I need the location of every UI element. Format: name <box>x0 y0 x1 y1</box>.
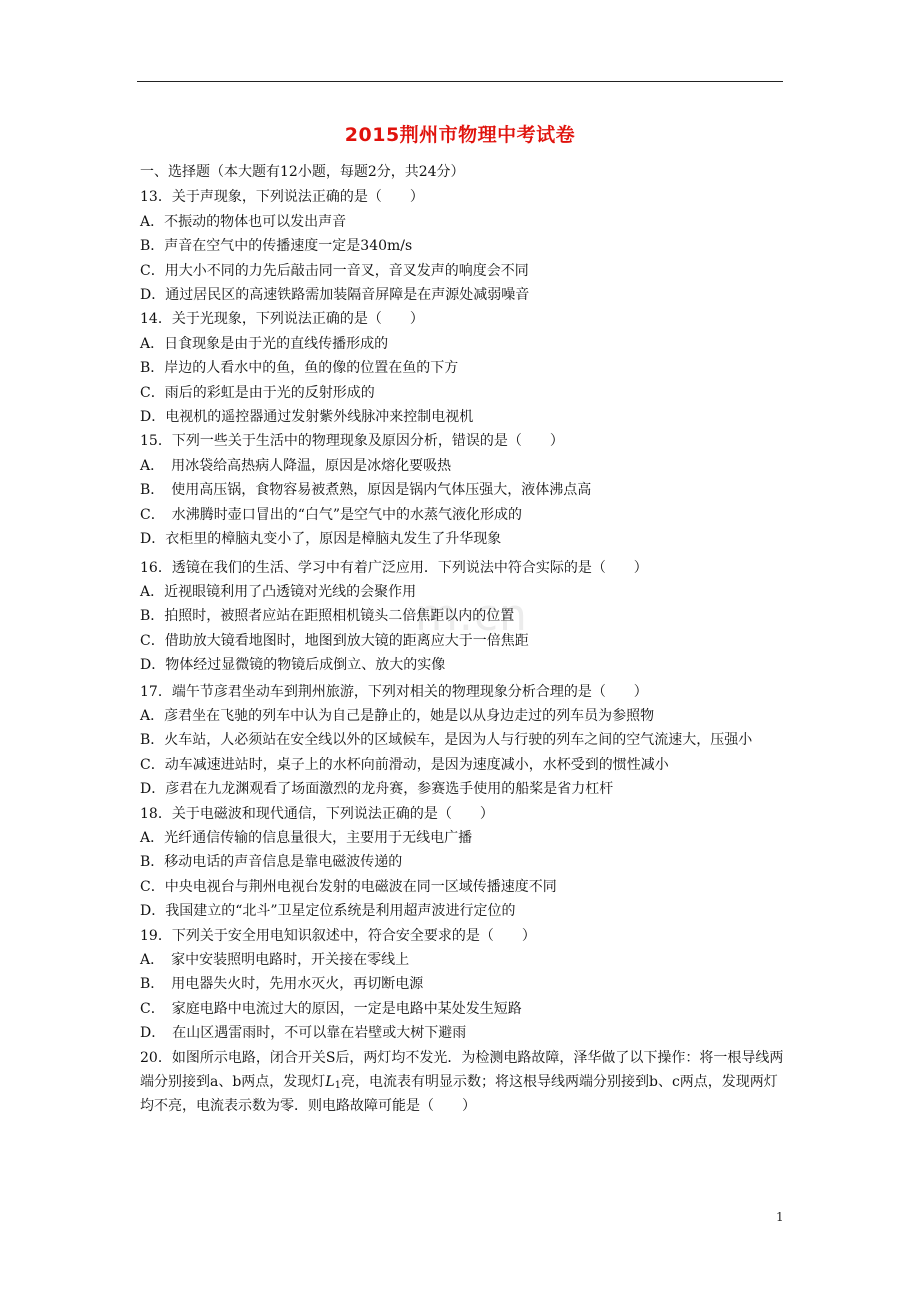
option-a: A．不振动的物体也可以发出声音 <box>140 213 347 230</box>
option-b: B．火车站，人必须站在安全线以外的区域候车，是因为人与行驶的列车之间的空气流速大，压强小 <box>140 732 753 749</box>
option-a: A．光纤通信传输的信息量很大，主要用于无线电广播 <box>140 829 473 846</box>
option-c: C．雨后的彩虹是由于光的反射形成的 <box>140 384 375 401</box>
watermark: m.cn <box>415 590 528 641</box>
page-title: 2015荆州市物理中考试卷 <box>344 124 576 146</box>
option-d: D．彦君在九龙渊观看了场面激烈的龙舟赛，参赛选手使用的船桨是省力杠杆 <box>140 781 614 798</box>
option-d: D． 在山区遇雷雨时，不可以靠在岩壁或大树下避雨 <box>140 1025 467 1042</box>
option-a: A．近视眼镜利用了凸透镜对光线的会聚作用 <box>140 583 417 600</box>
question-stem: 17．端午节彦君坐动车到荆州旅游，下列对相关的物理现象分析合理的是（ ） <box>140 683 648 700</box>
question-stem: 18．关于电磁波和现代通信，下列说法正确的是（ ） <box>140 805 494 822</box>
question-16 <box>140 556 788 678</box>
question-stem: 15．下列一些关于生活中的物理现象及原因分析，错误的是（ ） <box>140 433 564 450</box>
option-b: B．移动电话的声音信息是靠电磁波传递的 <box>140 854 403 871</box>
lamp-symbol: L <box>325 1074 335 1091</box>
question-stem: 19．下列关于安全用电知识叙述中，符合安全要求的是（ ） <box>140 927 536 944</box>
question-stem <box>140 1046 788 1119</box>
option-c: C．动车减速进站时，桌子上的水杯向前滑动，是因为速度减小，水杯受到的惯性减小 <box>140 756 669 773</box>
question-15 <box>140 429 788 551</box>
exam-body <box>140 160 788 1119</box>
option-b: B． 用电器失火时，先用水灭火，再切断电源 <box>140 976 424 993</box>
option-c: C．用大小不同的力先后敲击同一音叉，音叉发声的响度会不同 <box>140 262 529 279</box>
option-a: A． 用冰袋给高热病人降温，原因是冰熔化要吸热 <box>140 457 452 474</box>
option-d: D．衣柜里的樟脑丸变小了，原因是樟脑丸发生了升华现象 <box>140 531 502 548</box>
option-a: A．彦君坐在飞驰的列车中认为自己是静止的，她是以从身边走过的列车员为参照物 <box>140 707 655 724</box>
option-d: D．物体经过显微镜的物镜后成倒立、放大的实像 <box>140 657 446 674</box>
q20-text-part2: 亮，电流表有明显示数；将这根导线两端分别接到b、c两点，发现两灯均不亮，电流表示数为零．则电路故障可能是（ ） <box>140 1074 778 1115</box>
question-14 <box>140 307 788 429</box>
option-d: D．通过居民区的高速铁路需加装隔音屏障是在声源处减弱噪音 <box>140 287 530 304</box>
option-b: B． 使用高压锅，食物容易被煮熟，原因是锅内气体压强大，液体沸点高 <box>140 482 592 499</box>
option-c: C．中央电视台与荆州电视台发射的电磁波在同一区域传播速度不同 <box>140 878 557 895</box>
question-17 <box>140 680 788 802</box>
option-a: A． 家中安装照明电路时，开关接在零线上 <box>140 952 410 968</box>
header-rule <box>137 81 783 82</box>
q20-text-part1: 20．如图所示电路，闭合开关S后，两灯均不发光．为检测电路故障，泽华做了以下操作：将一根导线两端分别接到a、b两点，发现灯 <box>140 1049 784 1091</box>
question-stem: 16．透镜在我们的生活、学习中有着广泛应用．下列说法中符合实际的是（ ） <box>140 559 648 576</box>
question-20 <box>140 1046 788 1119</box>
question-18 <box>140 802 788 924</box>
section-header: 一、选择题（本大题有12小题，每题2分，共24分） <box>140 164 465 180</box>
question-stem: 14．关于光现象，下列说法正确的是（ ） <box>140 311 424 328</box>
option-b: B．拍照时，被照者应站在距照相机镜头二倍焦距以内的位置 <box>140 608 515 625</box>
option-c: C． 家庭电路中电流过大的原因，一定是电路中某处发生短路 <box>140 1000 522 1017</box>
option-d: D．电视机的遥控器通过发射紫外线脉冲来控制电视机 <box>140 409 474 426</box>
lamp-subscript: 1 <box>334 1080 341 1092</box>
option-c: C． 水沸腾时壶口冒出的“白气”是空气中的水蒸气液化形成的 <box>140 506 523 523</box>
option-b: B．声音在空气中的传播速度一定是340m/s <box>140 238 413 255</box>
question-13 <box>140 185 788 307</box>
question-stem: 13．关于声现象，下列说法正确的是（ ） <box>140 189 424 206</box>
option-a: A．日食现象是由于光的直线传播形成的 <box>140 335 389 352</box>
option-d: D．我国建立的“北斗”卫星定位系统是利用超声波进行定位的 <box>140 903 516 920</box>
page-number: 1 <box>776 1210 784 1224</box>
question-19 <box>140 924 788 1046</box>
option-b: B．岸边的人看水中的鱼，鱼的像的位置在鱼的下方 <box>140 360 459 377</box>
option-c: C．借助放大镜看地图时，地图到放大镜的距离应大于一倍焦距 <box>140 632 529 649</box>
